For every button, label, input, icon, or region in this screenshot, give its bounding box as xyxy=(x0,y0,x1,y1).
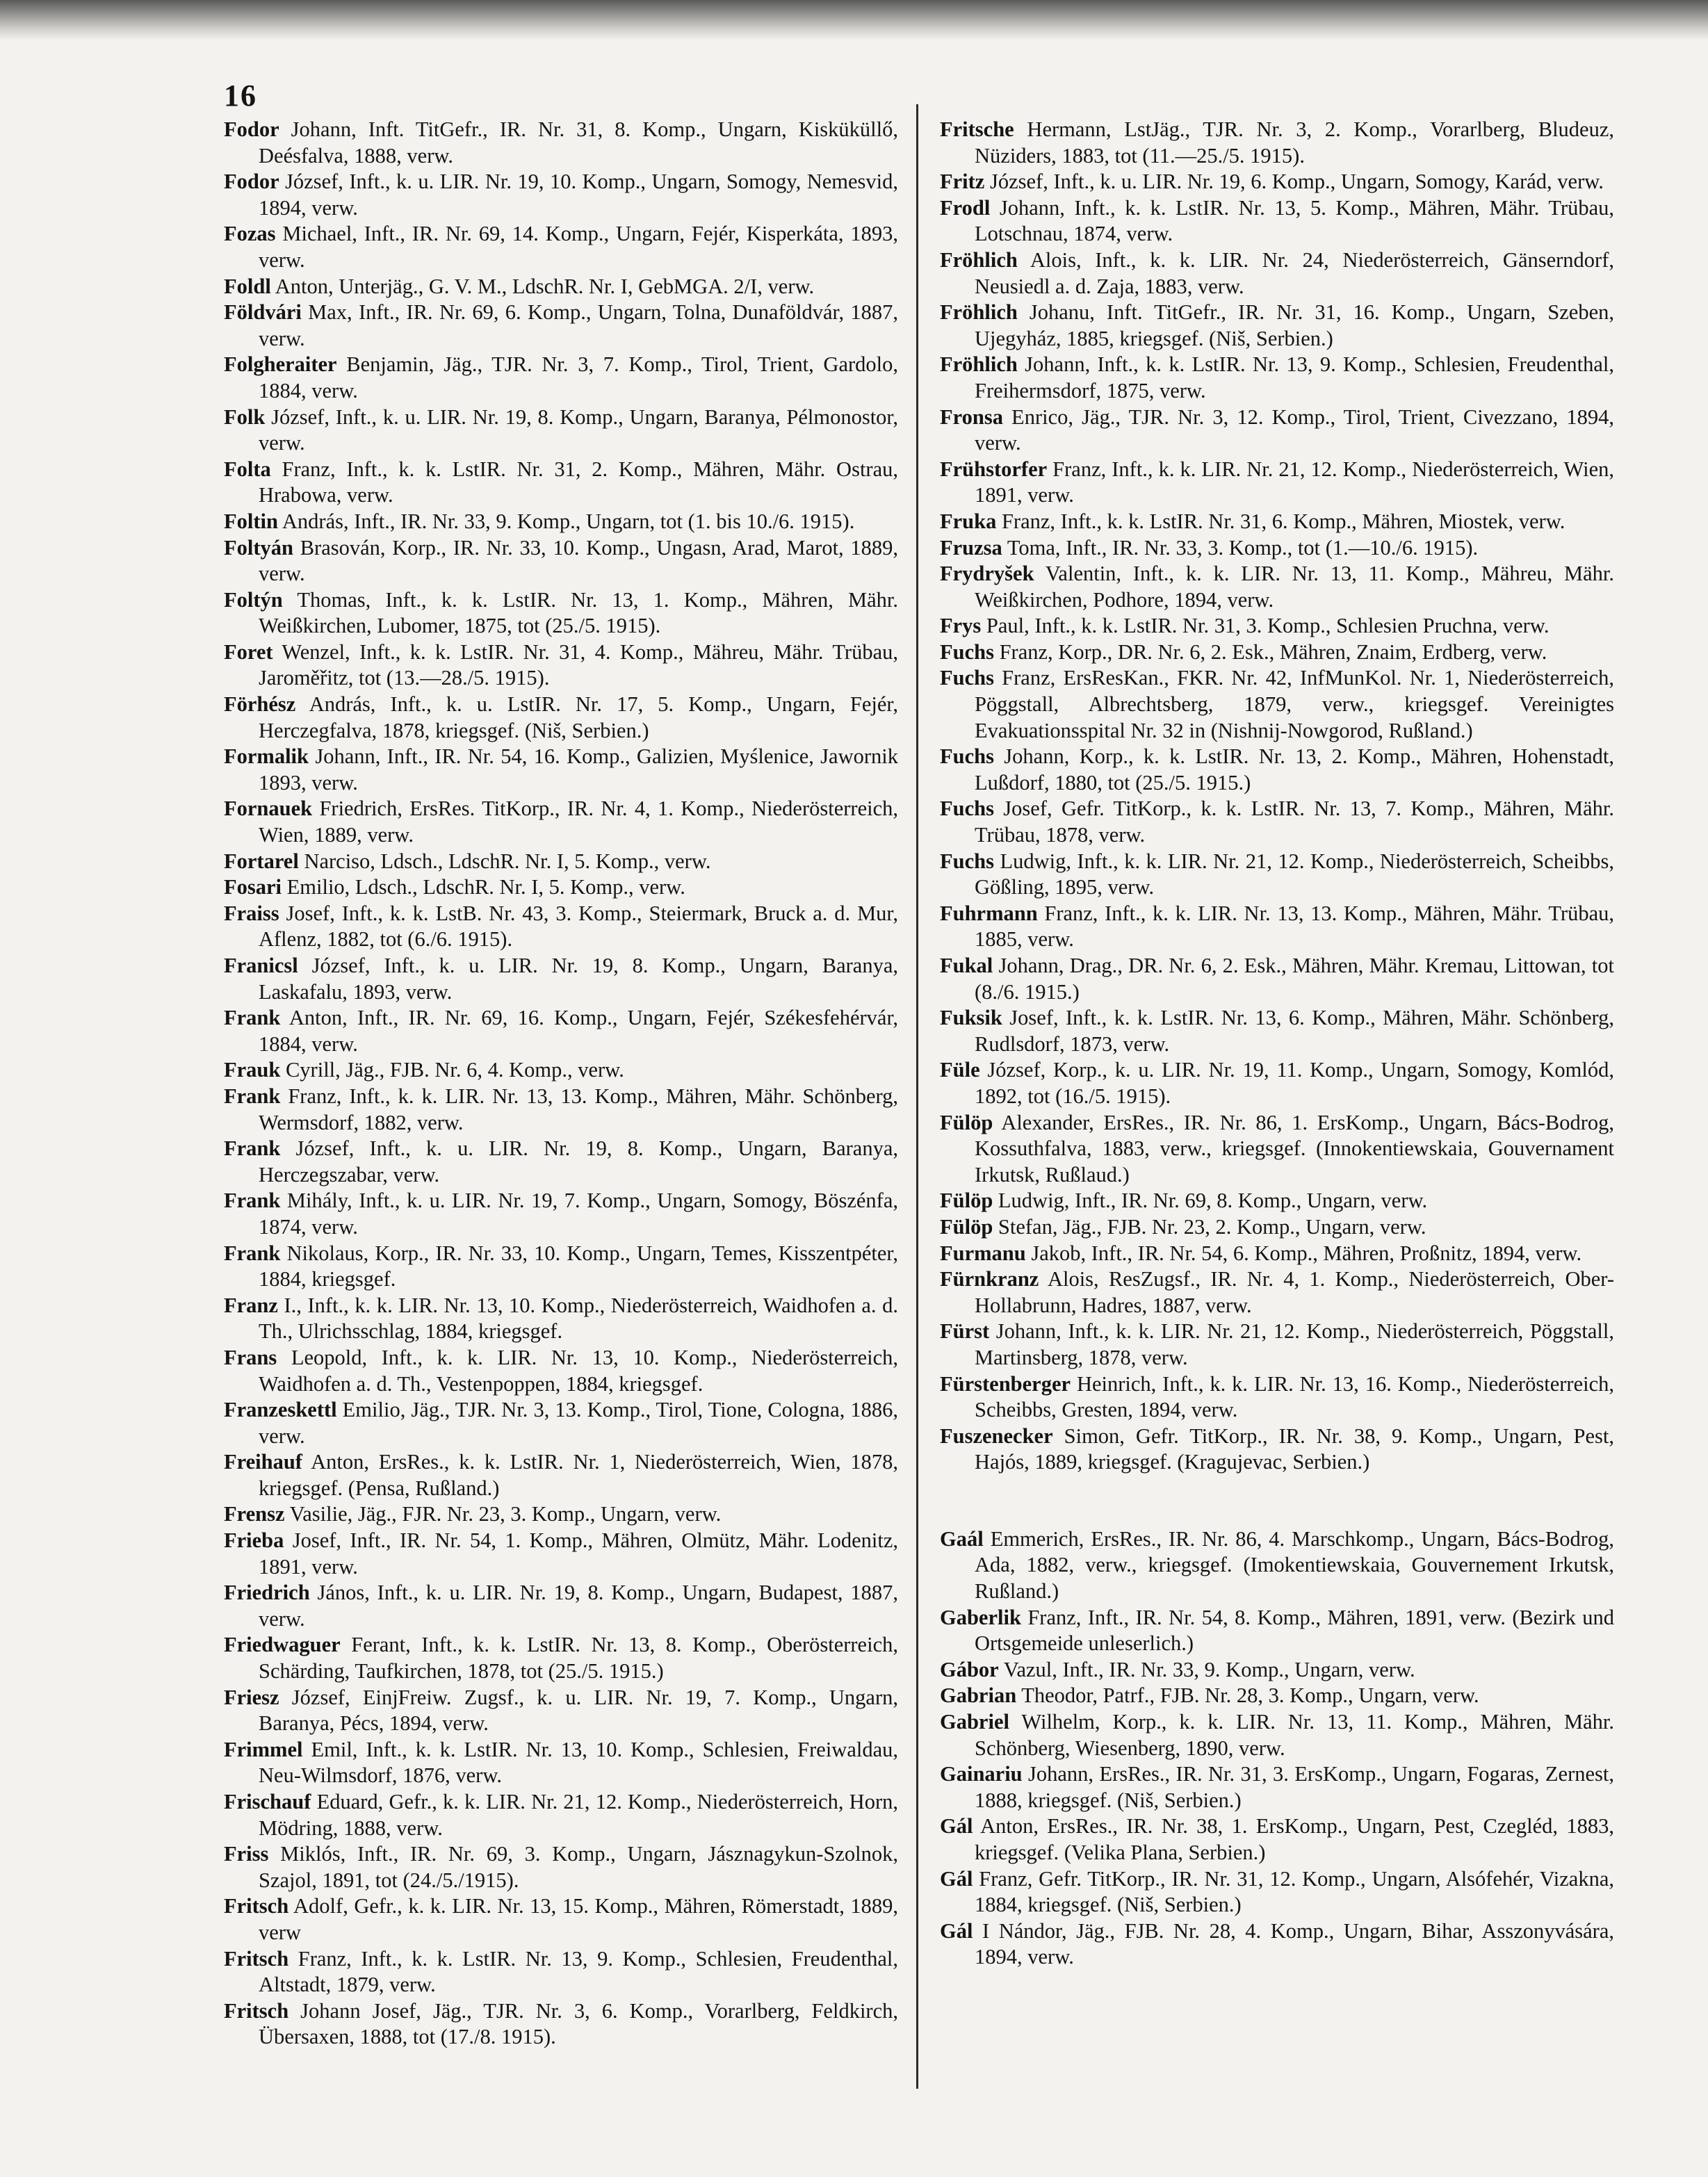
entry-surname: Fornauek xyxy=(224,797,313,821)
register-entry xyxy=(224,1580,898,1632)
entry-surname: Gábor xyxy=(940,1657,999,1681)
register-entry xyxy=(224,1397,898,1449)
entry-surname: Förhész xyxy=(224,692,296,717)
entry-surname: Folgheraiter xyxy=(224,352,337,377)
entry-surname: Fosari xyxy=(224,875,282,899)
register-entry xyxy=(940,405,1614,457)
entry-surname: Fürst xyxy=(940,1319,990,1344)
register-entry xyxy=(940,1657,1614,1683)
entry-details: Cyrill, Jäg., FJB. Nr. 6, 4. Komp., verw. xyxy=(280,1058,624,1082)
entry-surname: Fritsche xyxy=(940,117,1014,141)
register-entry xyxy=(940,1526,1614,1605)
register-entry xyxy=(940,1319,1614,1371)
entry-details: Heinrich, Inft., k. k. LIR. Nr. 13, 16. Komp., Niederösterreich, Scheibbs, Gresten, 1894, verw. xyxy=(975,1371,1614,1422)
entry-surname: Folk xyxy=(224,405,266,429)
entry-surname: Fodor xyxy=(224,170,279,194)
register-entry xyxy=(940,561,1614,613)
register-entry xyxy=(224,1632,898,1684)
entry-surname: Fruzsa xyxy=(940,535,1002,560)
register-entry xyxy=(940,1424,1614,1476)
entry-details: Alexander, ErsRes., IR. Nr. 86, 1. ErsKomp., Ungarn, Bács-Bodrog, Kossuthfalva, 1883, verw., kriegsgef. (Innokentiewskaia, Gouvernament Irkutsk, Rußlaud.) xyxy=(975,1110,1614,1187)
register-entry xyxy=(224,1841,898,1893)
entry-details: András, Inft., k. u. LstIR. Nr. 17, 5. Komp., Ungarn, Fejér, Herczegfalva, 1878, kriegsgef. (Niš, Serbien.) xyxy=(259,692,898,742)
entry-surname: Fülöp xyxy=(940,1214,993,1239)
entry-details: Alois, ResZugsf., IR. Nr. 4, 1. Komp., Niederösterreich, Ober-Hollabrunn, Hadres, 1887, verw. xyxy=(975,1267,1614,1317)
entry-surname: Fürnkranz xyxy=(940,1267,1039,1291)
entry-details: Narciso, Ldsch., LdschR. Nr. I, 5. Komp., verw. xyxy=(298,849,711,873)
right-column-g-entries xyxy=(940,1526,1614,1971)
entry-details: Johann, Inft., k. k. LstIR. Nr. 13, 9. Komp., Schlesien, Freudenthal, Freihermsdorf, 1875, verw. xyxy=(975,352,1614,402)
entry-surname: Foret xyxy=(224,639,273,664)
entry-details: Friedrich, ErsRes. TitKorp., IR. Nr. 4, 1. Komp., Niederösterreich, Wien, 1889, verw. xyxy=(259,797,898,847)
page-number: 16 xyxy=(224,79,257,113)
entry-surname: Formalik xyxy=(224,744,309,769)
entry-details: Mihály, Inft., k. u. LIR. Nr. 19, 7. Komp., Ungarn, Somogy, Böszénfa, 1874, verw. xyxy=(259,1189,898,1239)
register-entry xyxy=(224,953,898,1005)
entry-surname: Fuksik xyxy=(940,1006,1002,1030)
entry-details: Emilio, Jäg., TJR. Nr. 3, 13. Komp., Tirol, Tione, Cologna, 1886, verw. xyxy=(259,1398,898,1448)
register-entry xyxy=(224,1449,898,1501)
register-entry xyxy=(224,1737,898,1789)
register-entry xyxy=(224,274,898,300)
entry-details: Nikolaus, Korp., IR. Nr. 33, 10. Komp., Ungarn, Temes, Kisszentpéter, 1884, kriegsgef. xyxy=(259,1241,898,1291)
register-entry xyxy=(224,1998,898,2050)
right-column-f-entries xyxy=(940,117,1614,1476)
register-entry xyxy=(940,1266,1614,1319)
entry-details: Johann, Inft., IR. Nr. 54, 16. Komp., Galizien, Myślenice, Jawornik 1893, verw. xyxy=(259,744,898,794)
entry-surname: Frensz xyxy=(224,1502,285,1526)
entry-surname: Fruka xyxy=(940,509,997,533)
entry-surname: Franzeskettl xyxy=(224,1398,337,1422)
entry-surname: Fuchs xyxy=(940,849,994,873)
register-entry xyxy=(224,405,898,457)
entry-details: Vasilie, Jäg., FJR. Nr. 23, 3. Komp., Ungarn, verw. xyxy=(284,1502,722,1526)
entry-surname: Fraiss xyxy=(224,901,279,925)
entry-details: József, Inft., k. u. LIR. Nr. 19, 8. Komp., Ungarn, Baranya, Herczegszabar, verw. xyxy=(259,1136,898,1187)
entry-details: Emil, Inft., k. k. LstIR. Nr. 13, 10. Komp., Schlesien, Freiwaldau, Neu-Wilmsdorf, 1876, verw. xyxy=(259,1737,898,1788)
entry-details: Emilio, Ldsch., LdschR. Nr. I, 5. Komp., verw. xyxy=(282,875,685,899)
register-entry xyxy=(940,1918,1614,1971)
entry-details: Johann, ErsRes., IR. Nr. 31, 3. ErsKomp., Ungarn, Fogaras, Zernest, 1888, kriegsgef. (Niš, Serbien.) xyxy=(975,1762,1614,1812)
entry-details: Stefan, Jäg., FJB. Nr. 23, 2. Komp., Ungarn, verw. xyxy=(993,1214,1426,1239)
register-entry xyxy=(224,1005,898,1057)
entry-details: Johann, Inft., k. k. LstIR. Nr. 13, 5. Komp., Mähren, Mähr. Trübau, Lotschnau, 1874, verw. xyxy=(975,195,1614,246)
entry-surname: Foldl xyxy=(224,274,271,298)
register-entry xyxy=(224,587,898,639)
entry-details: Johann, Inft. TitGefr., IR. Nr. 31, 8. Komp., Ungarn, Kisküküllő, Deésfalva, 1888, verw. xyxy=(259,117,898,168)
register-entry xyxy=(940,1188,1614,1214)
entry-surname: Gainariu xyxy=(940,1762,1023,1786)
register-entry xyxy=(224,692,898,744)
entry-details: I Nándor, Jäg., FJB. Nr. 28, 4. Komp., Ungarn, Bihar, Asszonyvására, 1894, verw. xyxy=(973,1918,1614,1969)
entry-details: Wenzel, Inft., k. k. LstIR. Nr. 31, 4. Komp., Mähreu, Mähr. Trübau, Jaroměřitz, tot (13.—28./5. 1915). xyxy=(259,639,898,690)
register-entry xyxy=(940,665,1614,744)
register-entry xyxy=(224,1293,898,1345)
register-entry xyxy=(940,195,1614,247)
register-entry xyxy=(224,169,898,221)
entry-details: Enrico, Jäg., TJR. Nr. 3, 12. Komp., Tirol, Trient, Civezzano, 1894, verw. xyxy=(975,405,1614,455)
register-entry xyxy=(224,535,898,587)
register-entry xyxy=(224,874,898,901)
entry-surname: Fukal xyxy=(940,954,993,977)
entry-details: Josef, Inft., IR. Nr. 54, 1. Komp., Mähren, Olmütz, Mähr. Lodenitz, 1891, verw. xyxy=(259,1528,898,1579)
entry-surname: Fülöp xyxy=(940,1189,993,1213)
register-entry xyxy=(940,300,1614,352)
register-entry xyxy=(224,352,898,404)
entry-details: Johann, Drag., DR. Nr. 6, 2. Esk., Mähren, Mähr. Kremau, Littowan, tot (8./6. 1915.) xyxy=(975,954,1614,1004)
entry-details: Emmerich, ErsRes., IR. Nr. 86, 4. Marschkomp., Ungarn, Bács-Bodrog, Ada, 1882, verw., kriegsgef. (Imokentiewskaia, Gouvernement Irkutsk, Rußland.) xyxy=(975,1526,1614,1604)
entry-surname: Furmanu xyxy=(940,1241,1026,1265)
entry-surname: Frank xyxy=(224,1084,281,1108)
left-column xyxy=(224,117,898,2050)
entry-surname: Gál xyxy=(940,1866,973,1891)
entry-surname: Frank xyxy=(224,1189,281,1213)
entry-details: Franz, Inft., k. k. LstIR. Nr. 31, 2. Komp., Mähren, Mähr. Ostrau, Hrabowa, verw. xyxy=(259,457,898,507)
entry-surname: Gál xyxy=(940,1814,973,1838)
entry-surname: Frieba xyxy=(224,1528,284,1553)
entry-surname: Fuchs xyxy=(940,797,994,821)
register-entry xyxy=(224,1685,898,1737)
entry-surname: Fröhlich xyxy=(940,247,1018,272)
entry-surname: Gabriel xyxy=(940,1710,1009,1734)
register-entry xyxy=(224,221,898,273)
entry-surname: Freihauf xyxy=(224,1450,302,1474)
register-entry xyxy=(940,117,1614,169)
register-entry xyxy=(224,1084,898,1136)
register-entry xyxy=(940,1371,1614,1424)
entry-details: Ludwig, Inft., k. k. LIR. Nr. 21, 12. Komp., Niederösterreich, Scheibbs, Gößling, 1895, verw. xyxy=(975,849,1614,899)
entry-surname: Friss xyxy=(224,1842,269,1866)
entry-details: Johanu, Inft. TitGefr., IR. Nr. 31, 16. Komp., Ungarn, Szeben, Ujegyház, 1885, kriegsgef. (Niš, Serbien.) xyxy=(975,300,1614,350)
entry-surname: Fozas xyxy=(224,222,276,246)
entry-details: Anton, ErsRes., k. k. LstIR. Nr. 1, Niederösterreich, Wien, 1878, kriegsgef. (Pensa, Rußland.) xyxy=(259,1450,898,1500)
entry-surname: Frischauf xyxy=(224,1790,311,1813)
entry-details: Adolf, Gefr., k. k. LIR. Nr. 13, 15. Komp., Mähren, Römerstadt, 1889, verw xyxy=(259,1894,898,1944)
register-entry xyxy=(224,1501,898,1528)
entry-surname: Fuchs xyxy=(940,744,994,769)
entry-details: Max, Inft., IR. Nr. 69, 6. Komp., Ungarn, Tolna, Dunaföldvár, 1887, verw. xyxy=(259,300,898,350)
entry-details: Ferant, Inft., k. k. LstIR. Nr. 13, 8. Komp., Oberösterreich, Schärding, Taufkirchen, 1878, tot (25./5. 1915.) xyxy=(259,1633,898,1683)
register-entry xyxy=(940,352,1614,404)
entry-details: Hermann, LstJäg., TJR. Nr. 3, 2. Komp., Vorarlberg, Bludeuz, Nüziders, 1883, tot (11.—25./5. 1915). xyxy=(975,117,1614,168)
register-entry xyxy=(940,247,1614,300)
entry-surname: Fodor xyxy=(224,117,279,141)
entry-surname: Frühstorfer xyxy=(940,457,1048,481)
register-entry xyxy=(940,1866,1614,1918)
entry-surname: Fuhrmann xyxy=(940,901,1038,925)
entry-details: Franz, Inft., k. k. LstIR. Nr. 13, 9. Komp., Schlesien, Freudenthal, Altstadt, 1879, verw. xyxy=(259,1946,898,1997)
entry-details: Ludwig, Inft., IR. Nr. 69, 8. Komp., Ungarn, verw. xyxy=(993,1189,1428,1213)
register-entry xyxy=(224,796,898,848)
register-entry xyxy=(224,1893,898,1946)
entry-surname: Gabrian xyxy=(940,1683,1017,1708)
entry-surname: Franicsl xyxy=(224,954,298,977)
entry-surname: Fuchs xyxy=(940,666,994,690)
entry-details: Franz, Inft., k. k. LIR. Nr. 21, 12. Komp., Niederösterreich, Wien, 1891, verw. xyxy=(975,457,1614,507)
register-entry xyxy=(224,1241,898,1293)
entry-surname: Fritsch xyxy=(224,1894,289,1918)
register-entry xyxy=(940,169,1614,195)
entry-details: András, Inft., IR. Nr. 33, 9. Komp., Ungarn, tot (1. bis 10./6. 1915). xyxy=(277,509,855,533)
entry-details: Alois, Inft., k. k. LIR. Nr. 24, Niederösterreich, Gänserndorf, Neusiedl a. d. Zaja, 1883, verw. xyxy=(975,247,1614,298)
register-entry xyxy=(224,639,898,692)
entry-surname: Fortarel xyxy=(224,849,299,873)
entry-surname: Friesz xyxy=(224,1685,279,1709)
register-entry xyxy=(224,901,898,953)
entry-details: Johann, Inft., k. k. LIR. Nr. 21, 12. Komp., Niederösterreich, Pöggstall, Martinsberg, 1878, verw. xyxy=(975,1319,1614,1369)
entry-details: Michael, Inft., IR. Nr. 69, 14. Komp., Ungarn, Fejér, Kisperkáta, 1893, verw. xyxy=(259,222,898,272)
register-entry xyxy=(940,953,1614,1005)
entry-surname: Gaberlik xyxy=(940,1605,1021,1629)
entry-surname: Frank xyxy=(224,1241,281,1265)
entry-surname: Fritz xyxy=(940,170,985,194)
entry-details: Eduard, Gefr., k. k. LIR. Nr. 21, 12. Komp., Niederösterreich, Horn, Mödring, 1888, verw. xyxy=(259,1790,898,1840)
register-entry xyxy=(224,1345,898,1397)
register-entry xyxy=(940,457,1614,509)
register-entry xyxy=(940,1005,1614,1057)
entry-surname: Frydryšek xyxy=(940,562,1034,586)
entry-surname: Frank xyxy=(224,1006,281,1030)
entry-details: József, EinjFreiw. Zugsf., k. u. LIR. Nr. 19, 7. Komp., Ungarn, Baranya, Pécs, 1894, verw. xyxy=(259,1685,898,1736)
entry-surname: Frans xyxy=(224,1345,277,1369)
register-entry xyxy=(940,796,1614,848)
entry-details: Anton, Inft., IR. Nr. 69, 16. Komp., Ungarn, Fejér, Székesfehérvár, 1884, verw. xyxy=(259,1006,898,1056)
register-entry xyxy=(224,117,898,169)
entry-details: Johann, Korp., k. k. LstIR. Nr. 13, 2. Komp., Mähren, Hohenstadt, Lußdorf, 1880, tot (25./5. 1915.) xyxy=(975,744,1614,794)
register-entry xyxy=(940,1709,1614,1761)
entry-details: Franz, Inft., k. k. LIR. Nr. 13, 13. Komp., Mähren, Mähr. Trübau, 1885, verw. xyxy=(975,901,1614,952)
entry-details: Josef, Inft., k. k. LstB. Nr. 43, 3. Komp., Steiermark, Bruck a. d. Mur, Aflenz, 1882, tot (6./6. 1915). xyxy=(259,901,898,952)
scan-edge xyxy=(0,0,1708,40)
entry-surname: Frank xyxy=(224,1136,281,1161)
entry-surname: Füle xyxy=(940,1058,980,1082)
register-entry xyxy=(940,1683,1614,1709)
entry-details: Franz, Inft., IR. Nr. 54, 8. Komp., Mähren, 1891, verw. (Bezirk und Ortsgemeide unleserlich.) xyxy=(975,1605,1614,1656)
register-entry xyxy=(940,613,1614,639)
entry-details: Paul, Inft., k. k. LstIR. Nr. 31, 3. Komp., Schlesien Pruchna, verw. xyxy=(981,614,1550,638)
entry-surname: Fritsch xyxy=(224,1946,289,1971)
entry-details: József, Inft., k. u. LIR. Nr. 19, 10. Komp., Ungarn, Somogy, Nemesvid, 1894, verw. xyxy=(259,170,898,220)
register-entry xyxy=(940,1057,1614,1109)
entry-surname: Fröhlich xyxy=(940,300,1018,325)
register-entry xyxy=(940,744,1614,796)
entry-details: Franz, ErsResKan., FKR. Nr. 42, InfMunKol. Nr. 1, Niederösterreich, Pöggstall, Albrechtsberg, 1879, verw., kriegsgef. Vereinigtes Evakuationsspital Nr. 32 in (Nishnij-Nowgorod, Rußland.) xyxy=(975,666,1614,742)
register-entry xyxy=(940,509,1614,535)
entry-details: János, Inft., k. u. LIR. Nr. 19, 8. Komp., Ungarn, Budapest, 1887, verw. xyxy=(259,1581,898,1631)
entry-details: I., Inft., k. k. LIR. Nr. 13, 10. Komp., Niederösterreich, Waidhofen a. d. Th., Ulrichsschlag, 1884, kriegsgef. xyxy=(259,1293,898,1344)
entry-details: Theodor, Patrf., FJB. Nr. 28, 3. Komp., Ungarn, verw. xyxy=(1016,1683,1479,1708)
register-entry xyxy=(224,1789,898,1841)
entry-details: Franz, Korp., DR. Nr. 6, 2. Esk., Mähren, Znaim, Erdberg, verw. xyxy=(993,639,1547,664)
entry-surname: Folta xyxy=(224,457,271,481)
entry-surname: Franz xyxy=(224,1293,278,1317)
entry-surname: Frauk xyxy=(224,1058,281,1082)
entry-surname: Fuchs xyxy=(940,639,994,664)
entry-details: Leopold, Inft., k. k. LIR. Nr. 13, 10. Komp., Niederösterreich, Waidhofen a. d. Th., Vestenpoppen, 1884, kriegsgef. xyxy=(259,1345,898,1396)
register-entry xyxy=(940,849,1614,901)
entry-surname: Friedrich xyxy=(224,1581,310,1605)
entry-surname: Gaál xyxy=(940,1526,984,1551)
entry-surname: Friedwaguer xyxy=(224,1633,341,1657)
register-entry xyxy=(940,901,1614,953)
entry-surname: Frodl xyxy=(940,195,991,220)
right-column xyxy=(940,117,1614,1971)
register-entry xyxy=(224,1946,898,1998)
entry-details: József, Inft., k. u. LIR. Nr. 19, 8. Komp., Ungarn, Baranya, Laskafalu, 1893, verw. xyxy=(259,954,898,1004)
entry-details: Jakob, Inft., IR. Nr. 54, 6. Komp., Mähren, Proßnitz, 1894, verw. xyxy=(1025,1241,1582,1265)
register-entry xyxy=(224,1136,898,1188)
entry-surname: Fronsa xyxy=(940,405,1003,429)
entry-surname: Fröhlich xyxy=(940,352,1018,377)
register-entry xyxy=(224,509,898,535)
entry-details: Valentin, Inft., k. k. LIR. Nr. 13, 11. Komp., Mähreu, Mähr. Weißkirchen, Podhore, 1894, verw. xyxy=(975,562,1614,612)
entry-details: Anton, ErsRes., IR. Nr. 38, 1. ErsKomp., Ungarn, Pest, Czegléd, 1883, kriegsgef. (Velika Plana, Serbien.) xyxy=(973,1814,1614,1864)
entry-details: József, Inft., k. u. LIR. Nr. 19, 6. Komp., Ungarn, Somogy, Karád, verw. xyxy=(984,170,1604,194)
entry-surname: Foltyán xyxy=(224,535,293,560)
entry-surname: Foltýn xyxy=(224,587,283,612)
entry-surname: Gál xyxy=(940,1918,973,1943)
entry-surname: Fuszenecker xyxy=(940,1424,1053,1448)
entry-details: Wilhelm, Korp., k. k. LIR. Nr. 13, 11. Komp., Mähren, Mähr. Schönberg, Wiesenberg, 1890, verw. xyxy=(975,1710,1614,1760)
register-entry xyxy=(940,1813,1614,1866)
register-entry xyxy=(940,1241,1614,1267)
entry-surname: Frimmel xyxy=(224,1737,303,1761)
entry-details: Anton, Unterjäg., G. V. M., LdschR. Nr. I, GebMGA. 2/I, verw. xyxy=(270,274,815,298)
register-entry xyxy=(940,1110,1614,1189)
register-entry xyxy=(940,535,1614,562)
register-entry xyxy=(224,849,898,875)
register-entry xyxy=(940,1761,1614,1813)
register-entry xyxy=(940,1214,1614,1241)
entry-details: Benjamin, Jäg., TJR. Nr. 3, 7. Komp., Tirol, Trient, Gardolo, 1884, verw. xyxy=(259,352,898,402)
entry-details: Toma, Inft., IR. Nr. 33, 3. Komp., tot (1.—10./6. 1915). xyxy=(1002,535,1479,560)
entry-details: József, Korp., k. u. LIR. Nr. 19, 11. Komp., Ungarn, Somogy, Komlód, 1892, tot (16./5. 1915). xyxy=(975,1058,1614,1108)
entry-surname: Földvári xyxy=(224,300,302,325)
entry-details: Thomas, Inft., k. k. LstIR. Nr. 13, 1. Komp., Mähren, Mähr. Weißkirchen, Lubomer, 1875, tot (25./5. 1915). xyxy=(259,587,898,638)
register-entry xyxy=(940,1605,1614,1657)
entry-details: Simon, Gefr. TitKorp., IR. Nr. 38, 9. Komp., Ungarn, Pest, Hajós, 1889, kriegsgef. (Kragujevac, Serbien.) xyxy=(975,1424,1614,1474)
entry-details: Miklós, Inft., IR. Nr. 69, 3. Komp., Ungarn, Jásznagykun-Szolnok, Szajol, 1891, tot (24./5./1915). xyxy=(259,1842,898,1892)
register-entry xyxy=(224,300,898,352)
entry-details: Franz, Inft., k. k. LIR. Nr. 13, 13. Komp., Mähren, Mähr. Schönberg, Wermsdorf, 1882, verw. xyxy=(259,1084,898,1134)
entry-details: Josef, Gefr. TitKorp., k. k. LstIR. Nr. 13, 7. Komp., Mähren, Mähr. Trübau, 1878, verw. xyxy=(975,797,1614,847)
register-entry xyxy=(224,1188,898,1240)
entry-surname: Foltin xyxy=(224,509,278,533)
entry-surname: Frys xyxy=(940,614,982,638)
entry-details: Franz, Gefr. TitKorp., IR. Nr. 31, 12. Komp., Ungarn, Alsófehér, Vizakna, 1884, kriegsgef. (Niš, Serbien.) xyxy=(973,1866,1614,1917)
entry-surname: Fürstenberger xyxy=(940,1371,1071,1396)
entry-details: Brasován, Korp., IR. Nr. 33, 10. Komp., Ungasn, Arad, Marot, 1889, verw. xyxy=(259,535,898,586)
register-entry xyxy=(224,457,898,509)
section-gap xyxy=(940,1476,1614,1526)
register-entry xyxy=(224,744,898,796)
column-divider xyxy=(916,104,918,2089)
entry-details: Josef, Inft., k. k. LstIR. Nr. 13, 6. Komp., Mähren, Mähr. Schönberg, Rudlsdorf, 1873, verw. xyxy=(975,1006,1614,1056)
entry-details: Johann Josef, Jäg., TJR. Nr. 3, 6. Komp., Vorarlberg, Feldkirch, Übersaxen, 1888, tot (17./8. 1915). xyxy=(259,1998,898,2049)
entry-surname: Fülöp xyxy=(940,1110,993,1134)
register-entry xyxy=(940,639,1614,666)
entry-details: Franz, Inft., k. k. LstIR. Nr. 31, 6. Komp., Mähren, Miostek, verw. xyxy=(996,509,1565,533)
entry-details: Vazul, Inft., IR. Nr. 33, 9. Komp., Ungarn, verw. xyxy=(998,1657,1415,1681)
register-entry xyxy=(224,1528,898,1580)
register-entry xyxy=(224,1057,898,1084)
entry-surname: Fritsch xyxy=(224,1998,289,2023)
entry-details: József, Inft., k. u. LIR. Nr. 19, 8. Komp., Ungarn, Baranya, Pélmonostor, verw. xyxy=(259,405,898,455)
